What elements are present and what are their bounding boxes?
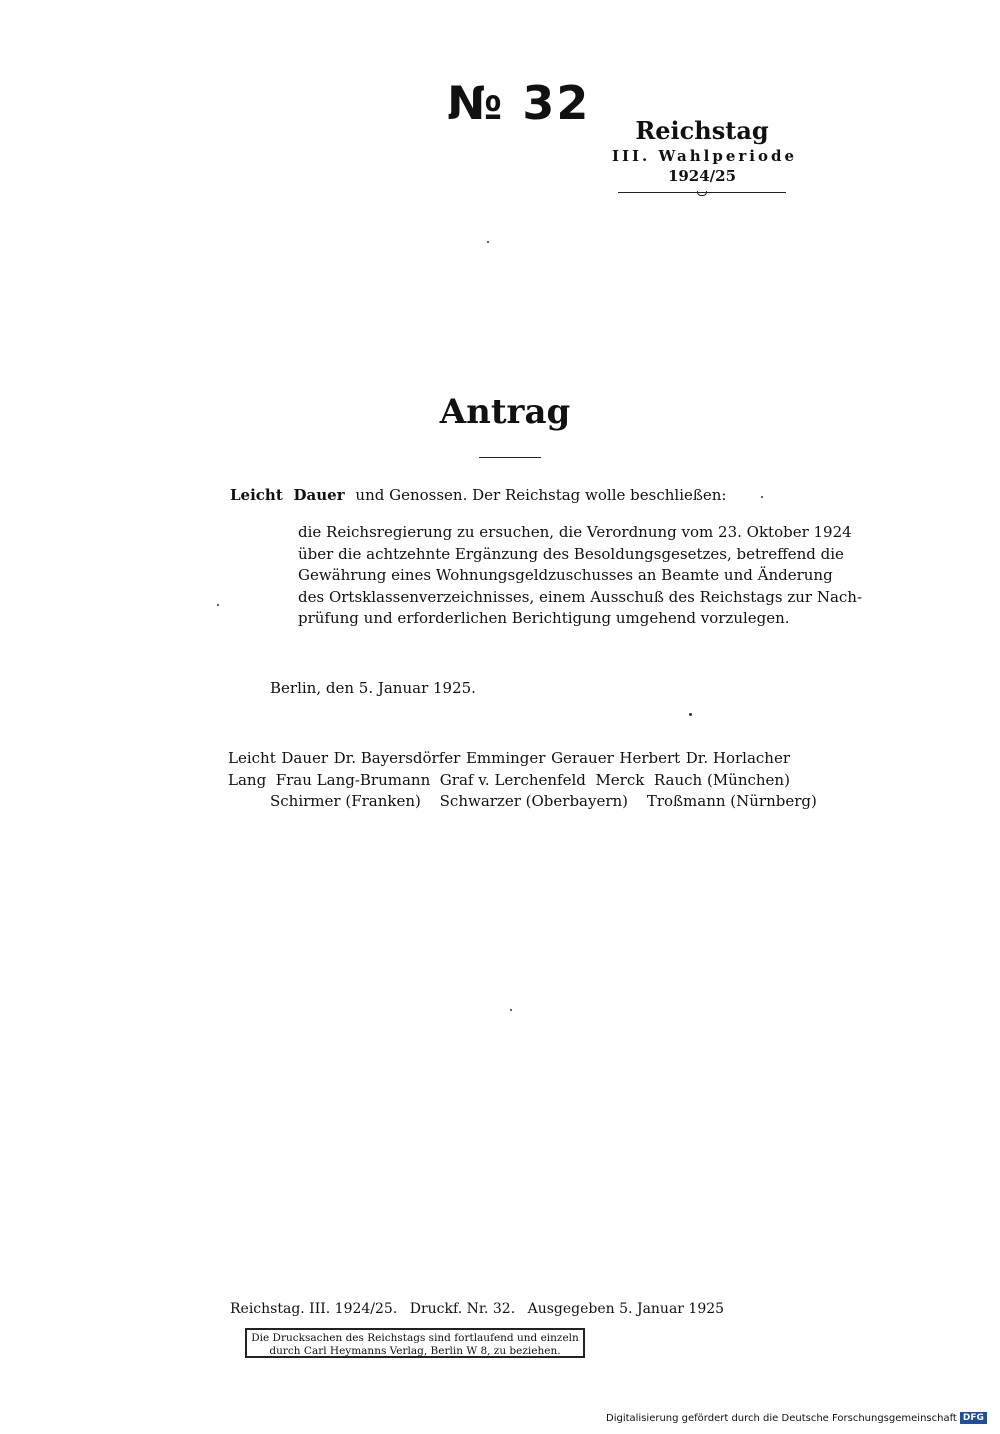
mover-name-dauer: Dauer — [293, 486, 345, 504]
signatory: Leicht — [228, 749, 276, 767]
title-rule — [479, 457, 541, 458]
digitization-credit — [606, 1412, 987, 1424]
source-issued: Ausgegeben 5. Januar 1925 — [527, 1301, 725, 1317]
signatory: Merck — [595, 770, 645, 789]
signatory-row — [228, 770, 790, 792]
signatory: Troßmann (Nürnberg) — [646, 792, 817, 810]
scan-speck — [217, 604, 219, 606]
body-line: des Ortsklassenverzeichnisses, einem Ausschuß des Reichstags zur Nach- — [298, 587, 863, 606]
print-source-line — [230, 1301, 732, 1317]
publisher-notice: Die Drucksachen des Reichstags sind fortlaufend und einzeln durch Carl Heymanns Verlag, Berlin W 8, zu beziehen. — [245, 1328, 585, 1358]
signatory: Herbert — [619, 749, 681, 767]
motion-intro — [230, 486, 732, 504]
signatory: Dauer — [281, 749, 329, 767]
document-number: № 32 — [447, 76, 591, 130]
signatory: Schwarzer (Oberbayern) — [439, 792, 629, 810]
mover-name-leicht: Leicht — [230, 486, 283, 504]
masthead-rule — [618, 192, 786, 193]
reichstag-masthead — [612, 116, 798, 193]
scan-speck — [761, 496, 763, 498]
dfg-logo: DFG — [960, 1412, 987, 1424]
source-volume: Reichstag. III. 1924/25. — [230, 1301, 398, 1317]
source-druck: Druckf. Nr. 32. — [409, 1301, 516, 1317]
wahlperiode-label: III. Wahlperiode — [612, 147, 798, 165]
body-line: die Reichsregierung zu ersuchen, die Verordnung vom 23. Oktober 1924 — [298, 523, 852, 541]
intro-text: und Genossen. Der Reichstag wolle beschließen: — [355, 486, 727, 504]
page-title: Antrag — [439, 392, 571, 432]
signatory: Graf v. Lerchenfeld — [439, 770, 586, 789]
signatory: Gerauer — [551, 749, 614, 767]
signatory-row — [228, 791, 831, 813]
signatory-list — [228, 748, 831, 813]
body-line: Gewährung eines Wohnungsgeldzuschusses an Beamte und Änderung — [298, 566, 833, 584]
signatory: Schirmer (Franken) — [270, 792, 421, 810]
signatory-row — [228, 748, 790, 770]
signatory: Frau Lang-Brumann — [275, 770, 431, 789]
signatory: Emminger — [465, 749, 546, 767]
scan-speck — [510, 1009, 512, 1011]
body-line: über die achtzehnte Ergänzung des Besoldungsgesetzes, betreffend die — [298, 544, 844, 563]
credit-text: Digitalisierung gefördert durch die Deutsche Forschungsgemeinschaft — [606, 1412, 957, 1424]
signatory: Lang — [228, 770, 267, 789]
signatory: Rauch (München) — [653, 770, 790, 789]
motion-body — [298, 522, 863, 630]
signatory: Dr. Horlacher — [685, 749, 790, 767]
scan-speck — [689, 713, 692, 716]
scan-speck — [487, 241, 489, 243]
dateline: Berlin, den 5. Januar 1925. — [270, 679, 476, 697]
signatory: Dr. Bayersdörfer — [333, 749, 461, 767]
body-line: prüfung und erforderlichen Berichtigung umgehend vorzulegen. — [298, 609, 790, 627]
session-year: 1924/25 — [667, 167, 737, 185]
reichstag-title: Reichstag — [635, 116, 769, 145]
